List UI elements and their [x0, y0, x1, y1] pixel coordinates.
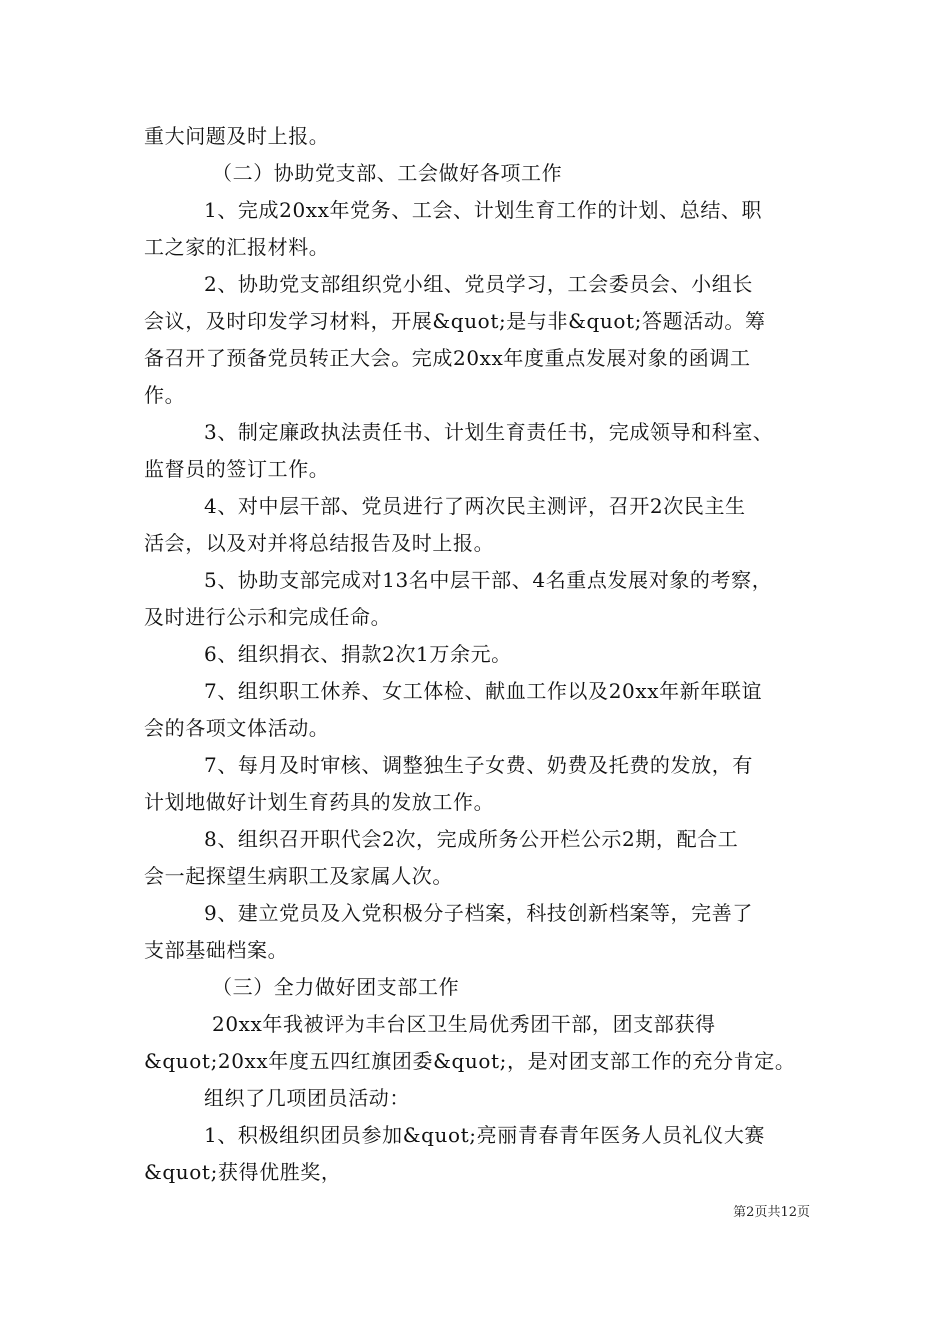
paragraph-line: &quot;获得优胜奖，: [144, 1160, 342, 1184]
section-heading-2: （二）协助党支部、工会做好各项工作: [212, 161, 563, 185]
paragraph-line: 工之家的汇报材料。: [144, 235, 330, 259]
paragraph-line: 20xx年我被评为丰台区卫生局优秀团干部，团支部获得: [212, 1012, 716, 1036]
paragraph-line: 9、建立党员及入党积极分子档案，科技创新档案等，完善了: [204, 901, 753, 925]
paragraph-line: 4、对中层干部、党员进行了两次民主测评，召开2次民主生: [204, 494, 746, 518]
paragraph-line: 计划地做好计划生育药具的发放工作。: [144, 790, 495, 814]
paragraph-line: 1、完成20xx年党务、工会、计划生育工作的计划、总结、职: [204, 198, 763, 222]
section-heading-3: （三）全力做好团支部工作: [212, 975, 460, 999]
paragraph-line: &quot;20xx年度五四红旗团委&quot;，是对团支部工作的充分肯定。: [144, 1049, 796, 1073]
paragraph-line: 组织了几项团员活动：: [204, 1086, 410, 1110]
page-number: 第2页共12页: [733, 1205, 810, 1220]
paragraph-line: 支部基础档案。: [144, 938, 289, 962]
paragraph-line: 会一起探望生病职工及家属人次。: [144, 864, 453, 888]
paragraph-line: 重大问题及时上报。: [144, 124, 330, 148]
paragraph-line: 7、每月及时审核、调整独生子女费、奶费及托费的发放，有: [204, 753, 753, 777]
paragraph-line: 作。: [144, 383, 186, 407]
paragraph-line: 1、积极组织团员参加&quot;亮丽青春青年医务人员礼仪大赛: [204, 1123, 766, 1147]
document-body: [144, 118, 812, 1191]
paragraph-line: 8、组织召开职代会2次，完成所务公开栏公示2期，配合工: [204, 827, 739, 851]
paragraph-line: 6、组织捐衣、捐款2次1万余元。: [204, 642, 512, 666]
paragraph-line: 会的各项文体活动。: [144, 716, 330, 740]
paragraph-line: 备召开了预备党员转正大会。完成20xx年度重点发展对象的函调工: [144, 346, 751, 370]
paragraph-line: 5、协助支部完成对13名中层干部、4名重点发展对象的考察，: [204, 568, 773, 592]
paragraph-line: 2、协助党支部组织党小组、党员学习，工会委员会、小组长: [204, 272, 753, 296]
paragraph-line: 会议，及时印发学习材料，开展&quot;是与非&quot;答题活动。筹: [144, 309, 766, 333]
paragraph-line: 及时进行公示和完成任命。: [144, 605, 392, 629]
paragraph-line: 监督员的签订工作。: [144, 457, 330, 481]
paragraph-line: 活会，以及对并将总结报告及时上报。: [144, 531, 495, 555]
paragraph-line: 3、制定廉政执法责任书、计划生育责任书，完成领导和科室、: [204, 420, 774, 444]
paragraph-line: 7、组织职工休养、女工体检、献血工作以及20xx年新年联谊: [204, 679, 763, 703]
